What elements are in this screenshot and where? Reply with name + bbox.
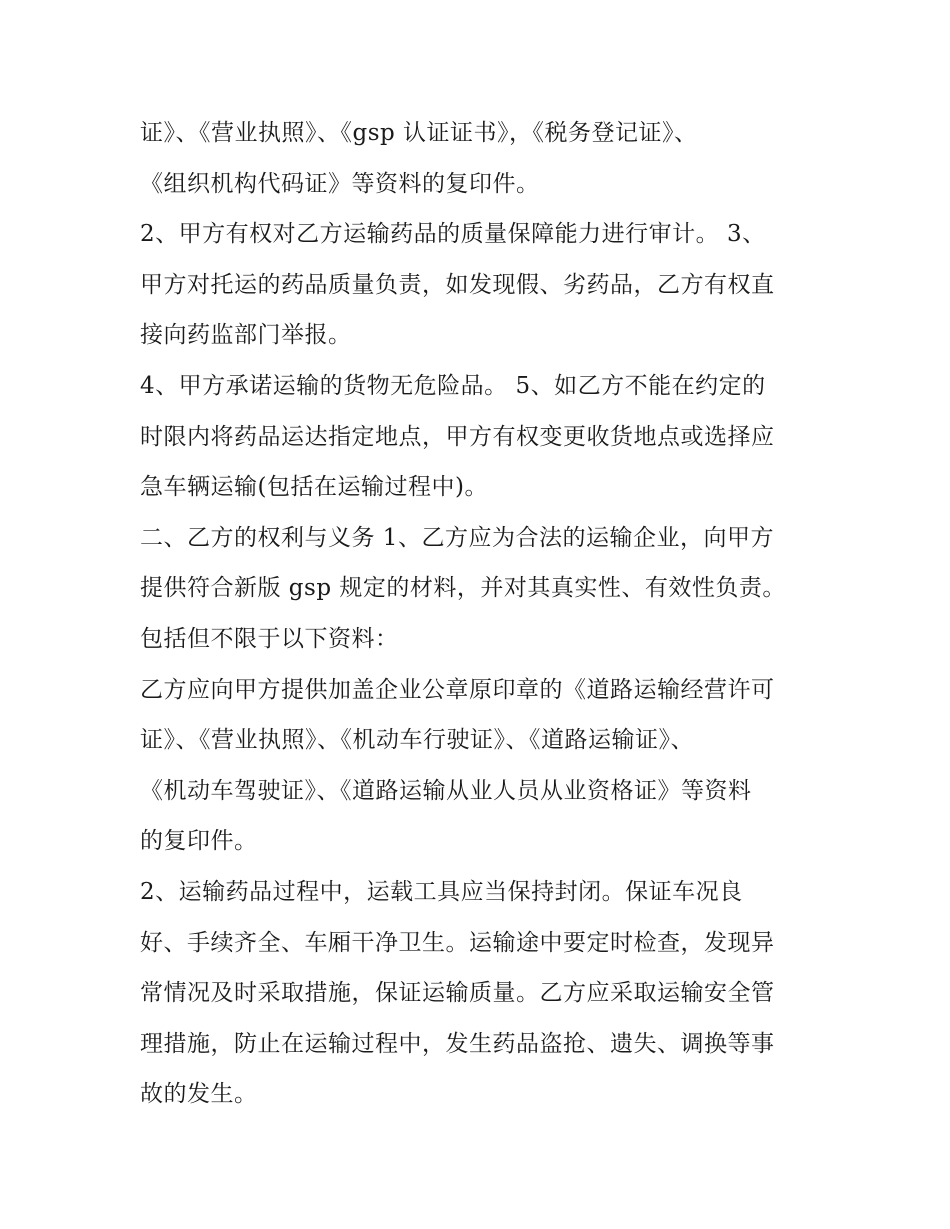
text-line: 故的发生。 (140, 1081, 258, 1108)
text-line: 甲方对托运的药品质量负责，如发现假、劣药品，乙方有权直 (140, 271, 775, 298)
text-line: 2、甲方有权对乙方运输药品的质量保障能力进行审计。 3、 (140, 221, 766, 248)
text-line: 接向药监部门举报。 (140, 322, 352, 349)
document-body (140, 108, 830, 1120)
text-line: 4、甲方承诺运输的货物无危险品。 5、如乙方不能在约定的 (140, 372, 766, 399)
text-line: 常情况及时采取措施，保证运输质量。乙方应采取运输安全管 (140, 980, 775, 1007)
text-line: 时限内将药品运达指定地点，甲方有权变更收货地点或选择应 (140, 423, 775, 450)
text-line: 《组织机构代码证》等资料的复印件。 (140, 170, 540, 197)
text-line: 2、运输药品过程中，运载工具应当保持封闭。保证车况良 (140, 878, 743, 905)
text-line: 证》、《营业执照》、《机动车行驶证》、《道路运输证》、 (140, 727, 694, 754)
text-line: 包括但不限于以下资料： (140, 625, 399, 652)
text-line: 的复印件。 (140, 828, 258, 855)
text-line: 二、乙方的权利与义务 1、乙方应为合法的运输企业，向甲方 (140, 524, 774, 551)
text-line: 理措施，防止在运输过程中，发生药品盗抢、遗失、调换等事 (140, 1030, 775, 1057)
text-line: 证》、《营业执照》、《gsp 认证证书》，《税务登记证》、 (140, 120, 698, 146)
text-line: 提供符合新版 gsp 规定的材料，并对其真实性、有效性负责。 (140, 575, 786, 602)
text-line: 急车辆运输(包括在运输过程中)。 (140, 474, 488, 501)
text-line: 好、手续齐全、车厢干净卫生。运输途中要定时检查，发现异 (140, 929, 775, 956)
text-line: 乙方应向甲方提供加盖企业公章原印章的《道路运输经营许可 (140, 676, 775, 703)
text-line: 《机动车驾驶证》、《道路运输从业人员从业资格证》等资料 (140, 777, 752, 804)
